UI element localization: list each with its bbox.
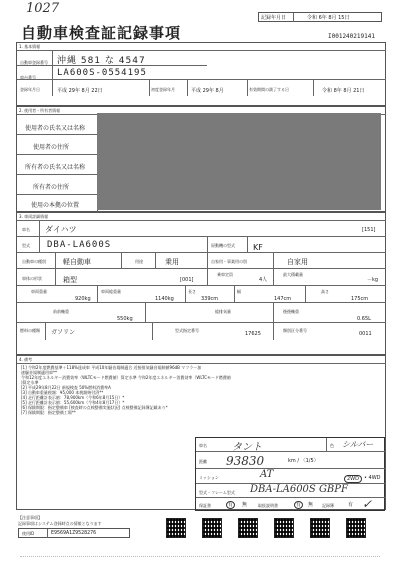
manual-label: 取扱説明書 [258, 503, 278, 508]
memo-odo-unit: km / 〈1/5〉 [288, 458, 319, 464]
expiry-label: 有効期間の満了する日 [249, 87, 289, 92]
qr-code [166, 518, 186, 538]
body-value: 箱型 [63, 276, 77, 284]
memo-trans-value: AT [260, 469, 274, 480]
weight-value: 920kg [75, 296, 91, 302]
record-date-box [258, 12, 382, 22]
remarks-line: [1] 令和2年度燃費基準＋118%達成車 平成10年騒音規制適合 近接排気騒音規制値96dB マフラー加 [21, 365, 202, 370]
model-value: DBA-LA600S [47, 240, 112, 250]
drive-4wd-label: 4WD [368, 475, 381, 481]
capacity-value: 4人 [259, 277, 268, 283]
chassis-value: LA600S-0554195 [57, 68, 147, 78]
class-value: 0011 [359, 331, 372, 337]
jikayo-label: 自家用・事業用の別 [211, 259, 247, 264]
manual-has: 有 [296, 502, 302, 508]
remarks-line: [4] 走行距離計表示値：78,900km（令和6年8月15日）* [21, 395, 125, 400]
jikayo-value: 自家用 [287, 258, 308, 266]
owner-row-label: 所有者の氏名又は名称 [25, 164, 86, 171]
fuel-label: 燃料の種類 [20, 328, 40, 333]
first-reg-label: 登録年月日 [20, 87, 40, 92]
owner-row-label: 使用者の住所 [33, 144, 70, 151]
footer-id-label: 使用ID [22, 531, 35, 536]
memo-odo-value: 93830 [226, 454, 265, 468]
kind-label: 自動車の種別 [22, 259, 46, 264]
capacity-label: 乗車定員 [217, 272, 233, 277]
vehicle-memo-box [195, 437, 385, 511]
section-label: 1. 基本情報 [19, 44, 41, 49]
drive-4wd-option: • 4WD [364, 475, 381, 481]
cert-value: 17625 [245, 331, 261, 337]
memo-model-label: 型式・フレーム型式 [199, 490, 235, 495]
class-label: 類別区分番号 [283, 328, 307, 333]
maker-label: 車名 [22, 227, 30, 232]
remarks-text [21, 365, 381, 415]
vehicle-section [16, 212, 386, 355]
record-date-label: 記録年月日 [261, 15, 287, 21]
handwritten-number: 1027 [26, 1, 60, 16]
basic-info-section [16, 42, 386, 106]
maker-value: ダイハツ [45, 225, 77, 234]
record-date-value: 令和 6年 8月 15日 [307, 15, 350, 21]
remarks-line: [6] 保険期限：指定整備車 [検査時の点検整備実施状況] 点検整備記録簿記載あり* [21, 405, 168, 410]
max-load-label: 最大積載量 [283, 272, 303, 277]
memo-color-value: シルバー [342, 440, 374, 449]
memo-warranty-label: 保証書 [199, 503, 211, 508]
qr-code [274, 518, 294, 538]
remarks-line: [2] 平成29年8月22日 新規検査 50%燃料消費率A [21, 385, 111, 390]
remarks-line: [7] 保険期限：指定整備工場** [21, 410, 76, 415]
chassis-label: 車台番号 [20, 75, 36, 80]
first-reg-value: 平成 29年 8月 22日 [57, 88, 103, 94]
memo-maker-label: 車名 [199, 443, 207, 448]
length-value: 339cm [201, 296, 219, 302]
height-value: 175cm [351, 296, 369, 302]
qr-code [346, 518, 366, 538]
expiry-value: 令和 8年 8月 21日 [322, 88, 365, 94]
page-title: 自動車検査証記録事項 [21, 24, 182, 42]
reg-label: 自動車登録番号 [20, 60, 48, 65]
disp-label: 総排気量 [215, 309, 231, 314]
remarks-line: [3] 自動車重量税額：¥5,000 本税額納付済** [21, 390, 104, 395]
height-label: 高さ [321, 289, 329, 294]
memo-color-label: 色 [330, 443, 334, 448]
remarks-line: 令和12年度エネルギー消費効率（WLTCモード燃費値）算定水準 令和2年度エネルギー消費効率（WLTCモード燃費値 [21, 375, 231, 380]
document-number: I001240219141 [328, 33, 375, 40]
reg-value: 沖縄 581 な 4547 [57, 56, 146, 66]
qr-code [310, 518, 330, 538]
kind-value: 軽自動車 [63, 258, 91, 266]
warranty-none: 無 [242, 502, 248, 508]
remarks-line: 速騒音規制適用車** [21, 370, 57, 375]
warranty-has: 有 [228, 502, 234, 508]
footer-info-text: 記録事項はシステム登録時点の情報となります [18, 521, 102, 526]
footer-id-box [18, 528, 130, 538]
qr-code [202, 518, 222, 538]
length-label: 長さ [188, 289, 196, 294]
gross-label: 車両総重量 [101, 289, 121, 294]
initial-label: 初度登録年月 [151, 87, 175, 92]
front-axle-value: 550kg [117, 316, 133, 322]
section-label: 4. 備考 [19, 357, 33, 362]
gross-value: 1140kg [155, 296, 174, 302]
front-axle-label: 前前軸重 [53, 309, 69, 314]
use-label: 用途 [135, 259, 143, 264]
initial-value: 平成 29年 8月 [191, 88, 224, 94]
weight-label: 車両重量 [31, 289, 47, 294]
record-book-label: 記録簿 [322, 503, 334, 508]
owner-row-label: 所有者の住所 [33, 184, 70, 191]
bottom-faint-line [20, 556, 380, 557]
cert-label: 型式指定番号 [175, 328, 199, 333]
footer-info-label: 【注意事項】 [18, 515, 42, 520]
body-code: [001] [180, 277, 194, 283]
memo-trans-label: ミッション [199, 475, 219, 480]
body-label: 車体の形状 [22, 276, 42, 281]
motor-label: 原動機の型式 [211, 243, 235, 248]
qr-code [238, 518, 258, 538]
max-load-value: －kg [367, 277, 379, 283]
manual-none: 無 [308, 502, 314, 508]
use-value: 乗用 [165, 258, 179, 266]
width-value: 147cm [274, 296, 292, 302]
record-book-check: ✓ [362, 497, 373, 511]
remarks-line: )算定水準 [21, 380, 39, 385]
redacted-owner-info [97, 113, 381, 210]
owner-row-label: 使用の本拠の位置 [31, 202, 80, 209]
maker-code: [151] [362, 227, 376, 233]
width-label: 幅 [237, 289, 241, 294]
drive-2wd-option: 2WD [344, 475, 362, 483]
fuel-value: ガソリン [51, 329, 76, 336]
footer-id-value: E9569A1Z9528276 [51, 530, 97, 536]
section-label: 2. 使用者・所有者情報 [19, 108, 61, 113]
remarks-line: [5] 走行距離計表示値：55,600km（令和4年8月17日）* [21, 400, 125, 405]
record-book-has: 有 [348, 502, 354, 508]
memo-maker-value: タント [232, 442, 262, 453]
rear-axle-label: 後後軸重 [283, 309, 299, 314]
memo-model-value: DBA-LA600S GBPF [250, 484, 348, 495]
model-label: 型式 [22, 243, 30, 248]
disp-value: 0.65L [357, 316, 371, 322]
motor-value: KF [253, 243, 263, 252]
section-label: 3. 車両詳細情報 [19, 214, 49, 219]
owner-row-label: 使用者の氏名又は名称 [25, 125, 86, 132]
memo-odo-label: 距離 [199, 459, 207, 464]
